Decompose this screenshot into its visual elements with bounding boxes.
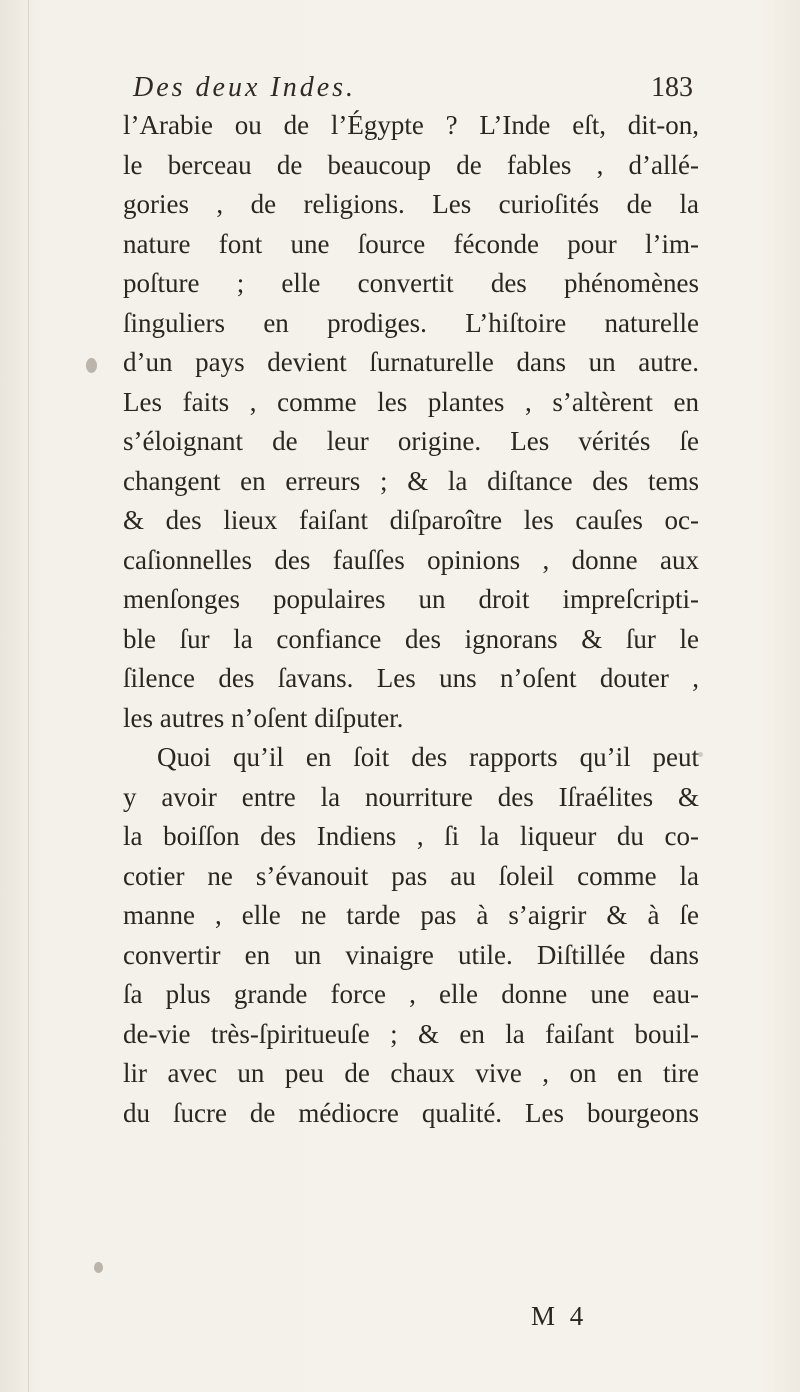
- body-text: [123, 106, 699, 1133]
- text-line: nature font une ſource féconde pour l’im-: [123, 228, 699, 259]
- page-gutter: [28, 0, 29, 1392]
- text-line: ſinguliers en prodiges. L’hiſtoire naturelle: [123, 307, 699, 338]
- text-line: d’un pays devient ſurnaturelle dans un autre.: [123, 347, 699, 377]
- running-title: Des deux Indes.: [133, 72, 357, 103]
- text-line: cotier ne s’évanouit pas au ſoleil comme la: [123, 860, 699, 891]
- text-line: de-vie très-ſpiritueuſe ; & en la faiſant bouil-: [123, 1018, 699, 1049]
- text-line: & des lieux faiſant diſparoître les cauſes oc-: [123, 505, 699, 535]
- text-line: convertir en un vinaigre utile. Diſtillée dans: [123, 939, 699, 970]
- text-line: s’éloignant de leur origine. Les vérités ſe: [123, 426, 699, 456]
- text-line: menſonges populaires un droit impreſcripti-: [123, 584, 699, 614]
- text-line: gories , de religions. Les curioſités de la: [123, 189, 699, 219]
- text-line-paragraph-end: les autres n’oſent diſputer.: [123, 702, 404, 733]
- text-line: la boiſſon des Indiens , ſi la liqueur du co-: [123, 821, 699, 851]
- text-line: ſa plus grande force , elle donne une eau-: [123, 979, 699, 1009]
- text-line: caſionnelles des fauſſes opinions , donne aux: [123, 544, 699, 575]
- text-line: Les faits , comme les plantes , s’altèrent en: [123, 386, 699, 417]
- text-line: l’Arabie ou de l’Égypte ? L’Inde eſt, dit-on,: [123, 110, 699, 140]
- ink-spot-bottom: [94, 1262, 103, 1273]
- text-line: lir avec un peu de chaux vive , on en tire: [123, 1058, 699, 1088]
- page-number: 183: [651, 72, 693, 103]
- text-line: poſture ; elle convertit des phénomènes: [123, 268, 699, 298]
- text-line: ſilence des ſavans. Les uns n’oſent douter ,: [123, 663, 699, 693]
- text-line: ble ſur la confiance des ignorans & ſur le: [123, 623, 699, 654]
- text-line: le berceau de beaucoup de fables , d’allé-: [123, 149, 699, 180]
- ink-spot-margin: [698, 752, 703, 757]
- text-line: y avoir entre la nourriture des Iſraélites &: [123, 781, 699, 812]
- text-line: du ſucre de médiocre qualité. Les bourgeons: [123, 1097, 699, 1128]
- text-line: manne , elle ne tarde pas à s’aigrir & à ſe: [123, 900, 699, 930]
- ink-spot-left: [86, 358, 97, 373]
- text-line: changent en erreurs ; & la diſtance des tems: [123, 465, 699, 496]
- page-header: [133, 72, 693, 106]
- text-line-paragraph-start: Quoi qu’il en ſoit des rapports qu’il peut: [157, 742, 699, 772]
- signature-mark: M 4: [531, 1301, 588, 1331]
